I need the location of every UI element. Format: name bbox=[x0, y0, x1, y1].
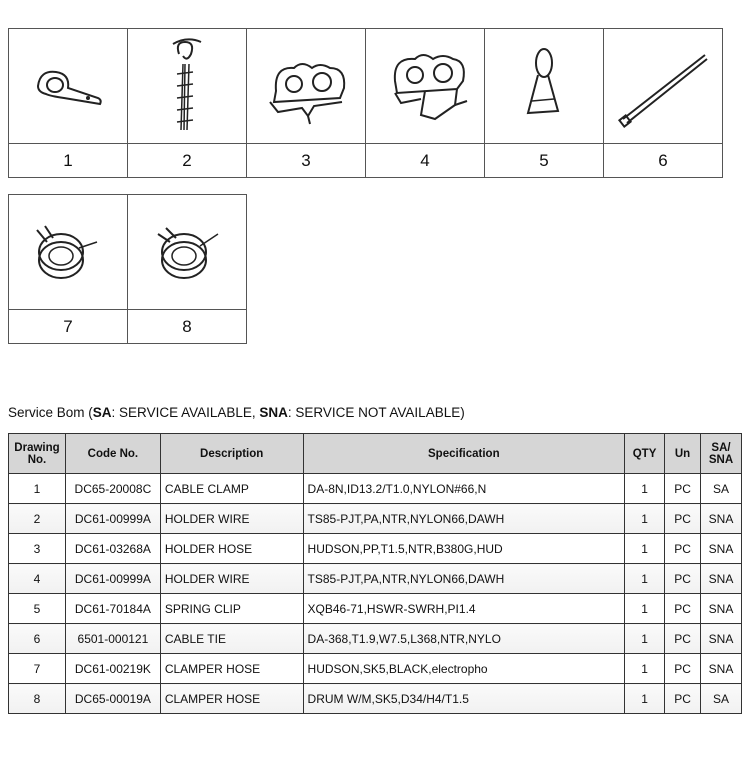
cell-sa: SA bbox=[701, 684, 742, 714]
part-number: 2 bbox=[182, 150, 192, 170]
cell-un: PC bbox=[665, 624, 701, 654]
cell-code: DC61-03268A bbox=[65, 534, 160, 564]
cell-description: CLAMPER HOSE bbox=[160, 654, 303, 684]
cell-description: SPRING CLIP bbox=[160, 594, 303, 624]
cell-qty: 1 bbox=[625, 654, 665, 684]
cell-qty: 1 bbox=[625, 624, 665, 654]
cell-sa: SNA bbox=[701, 654, 742, 684]
table-row bbox=[9, 474, 742, 504]
cell-drawing: 2 bbox=[9, 504, 66, 534]
table-row bbox=[9, 594, 742, 624]
cell-spec: HUDSON,SK5,BLACK,electropho bbox=[303, 654, 625, 684]
cell-qty: 1 bbox=[625, 594, 665, 624]
cell-description: HOLDER WIRE bbox=[160, 504, 303, 534]
cell-spec: DRUM W/M,SK5,D34/H4/T1.5 bbox=[303, 684, 625, 714]
cell-drawing: 8 bbox=[9, 684, 66, 714]
header-drawing-no: Drawing No. bbox=[9, 434, 66, 474]
clamper-hose-icon bbox=[9, 195, 127, 310]
cell-code: DC61-00219K bbox=[65, 654, 160, 684]
table-row bbox=[9, 684, 742, 714]
part-cell-7 bbox=[8, 194, 128, 344]
cell-spec: HUDSON,PP,T1.5,NTR,B380G,HUD bbox=[303, 534, 625, 564]
header-un: Un bbox=[665, 434, 701, 474]
cell-drawing: 1 bbox=[9, 474, 66, 504]
part-cell-4 bbox=[365, 28, 485, 178]
cell-code: DC65-20008C bbox=[65, 474, 160, 504]
sa-abbr: SA bbox=[92, 405, 112, 420]
part-cell-6 bbox=[603, 28, 723, 178]
cell-sa: SNA bbox=[701, 534, 742, 564]
clamper-hose-icon bbox=[128, 195, 246, 310]
part-number: 6 bbox=[658, 150, 668, 170]
header-code-no: Code No. bbox=[65, 434, 160, 474]
holder-wire-bracket-icon bbox=[366, 29, 484, 144]
cell-spec: TS85-PJT,PA,NTR,NYLON66,DAWH bbox=[303, 504, 625, 534]
cell-description: CABLE CLAMP bbox=[160, 474, 303, 504]
spring-clip-icon bbox=[485, 29, 603, 144]
cell-description: CLAMPER HOSE bbox=[160, 684, 303, 714]
holder-wire-icon bbox=[128, 29, 246, 144]
cell-spec: DA-368,T1.9,W7.5,L368,NTR,NYLO bbox=[303, 624, 625, 654]
part-number: 8 bbox=[182, 316, 192, 336]
part-number: 7 bbox=[63, 316, 73, 336]
cell-qty: 1 bbox=[625, 684, 665, 714]
cell-spec: XQB46-71,HSWR-SWRH,PI1.4 bbox=[303, 594, 625, 624]
cell-un: PC bbox=[665, 594, 701, 624]
part-cell-1 bbox=[8, 28, 128, 178]
cell-qty: 1 bbox=[625, 534, 665, 564]
holder-hose-icon bbox=[247, 29, 365, 144]
cell-drawing: 5 bbox=[9, 594, 66, 624]
cell-un: PC bbox=[665, 534, 701, 564]
header-specification: Specification bbox=[303, 434, 625, 474]
table-row bbox=[9, 654, 742, 684]
cell-code: DC61-70184A bbox=[65, 594, 160, 624]
bom-title: Service Bom (SA: SERVICE AVAILABLE, SNA: SERVICE NOT AVAILABLE) bbox=[8, 405, 465, 420]
cell-spec: DA-8N,ID13.2/T1.0,NYLON#66,N bbox=[303, 474, 625, 504]
parts-grid-row-2 bbox=[8, 194, 246, 344]
table-row bbox=[9, 624, 742, 654]
cell-sa: SNA bbox=[701, 504, 742, 534]
table-row bbox=[9, 564, 742, 594]
cell-sa: SNA bbox=[701, 594, 742, 624]
cell-qty: 1 bbox=[625, 564, 665, 594]
part-number: 4 bbox=[420, 150, 430, 170]
cell-sa: SA bbox=[701, 474, 742, 504]
cell-drawing: 6 bbox=[9, 624, 66, 654]
part-cell-2 bbox=[127, 28, 247, 178]
cell-sa: SNA bbox=[701, 624, 742, 654]
part-cell-3 bbox=[246, 28, 366, 178]
cell-drawing: 7 bbox=[9, 654, 66, 684]
cell-drawing: 4 bbox=[9, 564, 66, 594]
part-cell-8 bbox=[127, 194, 247, 344]
cell-un: PC bbox=[665, 684, 701, 714]
part-number: 1 bbox=[63, 150, 73, 170]
cell-drawing: 3 bbox=[9, 534, 66, 564]
service-bom-table bbox=[8, 433, 742, 714]
cell-un: PC bbox=[665, 474, 701, 504]
cell-code: DC61-00999A bbox=[65, 504, 160, 534]
cable-tie-icon bbox=[604, 29, 722, 144]
cell-code: DC65-00019A bbox=[65, 684, 160, 714]
parts-grid-row-1 bbox=[8, 28, 722, 178]
table-header-row bbox=[9, 434, 742, 474]
cell-un: PC bbox=[665, 654, 701, 684]
part-cell-5 bbox=[484, 28, 604, 178]
cell-qty: 1 bbox=[625, 474, 665, 504]
table-row bbox=[9, 534, 742, 564]
table-row bbox=[9, 504, 742, 534]
cell-description: HOLDER HOSE bbox=[160, 534, 303, 564]
cell-description: CABLE TIE bbox=[160, 624, 303, 654]
cell-spec: TS85-PJT,PA,NTR,NYLON66,DAWH bbox=[303, 564, 625, 594]
part-number: 5 bbox=[539, 150, 549, 170]
header-qty: QTY bbox=[625, 434, 665, 474]
cell-code: 6501-000121 bbox=[65, 624, 160, 654]
cell-un: PC bbox=[665, 564, 701, 594]
cell-description: HOLDER WIRE bbox=[160, 564, 303, 594]
cell-code: DC61-00999A bbox=[65, 564, 160, 594]
header-sa-sna: SA/ SNA bbox=[701, 434, 742, 474]
cable-clamp-icon bbox=[9, 29, 127, 144]
cell-qty: 1 bbox=[625, 504, 665, 534]
header-description: Description bbox=[160, 434, 303, 474]
part-number: 3 bbox=[301, 150, 311, 170]
sna-abbr: SNA bbox=[259, 405, 288, 420]
cell-sa: SNA bbox=[701, 564, 742, 594]
cell-un: PC bbox=[665, 504, 701, 534]
